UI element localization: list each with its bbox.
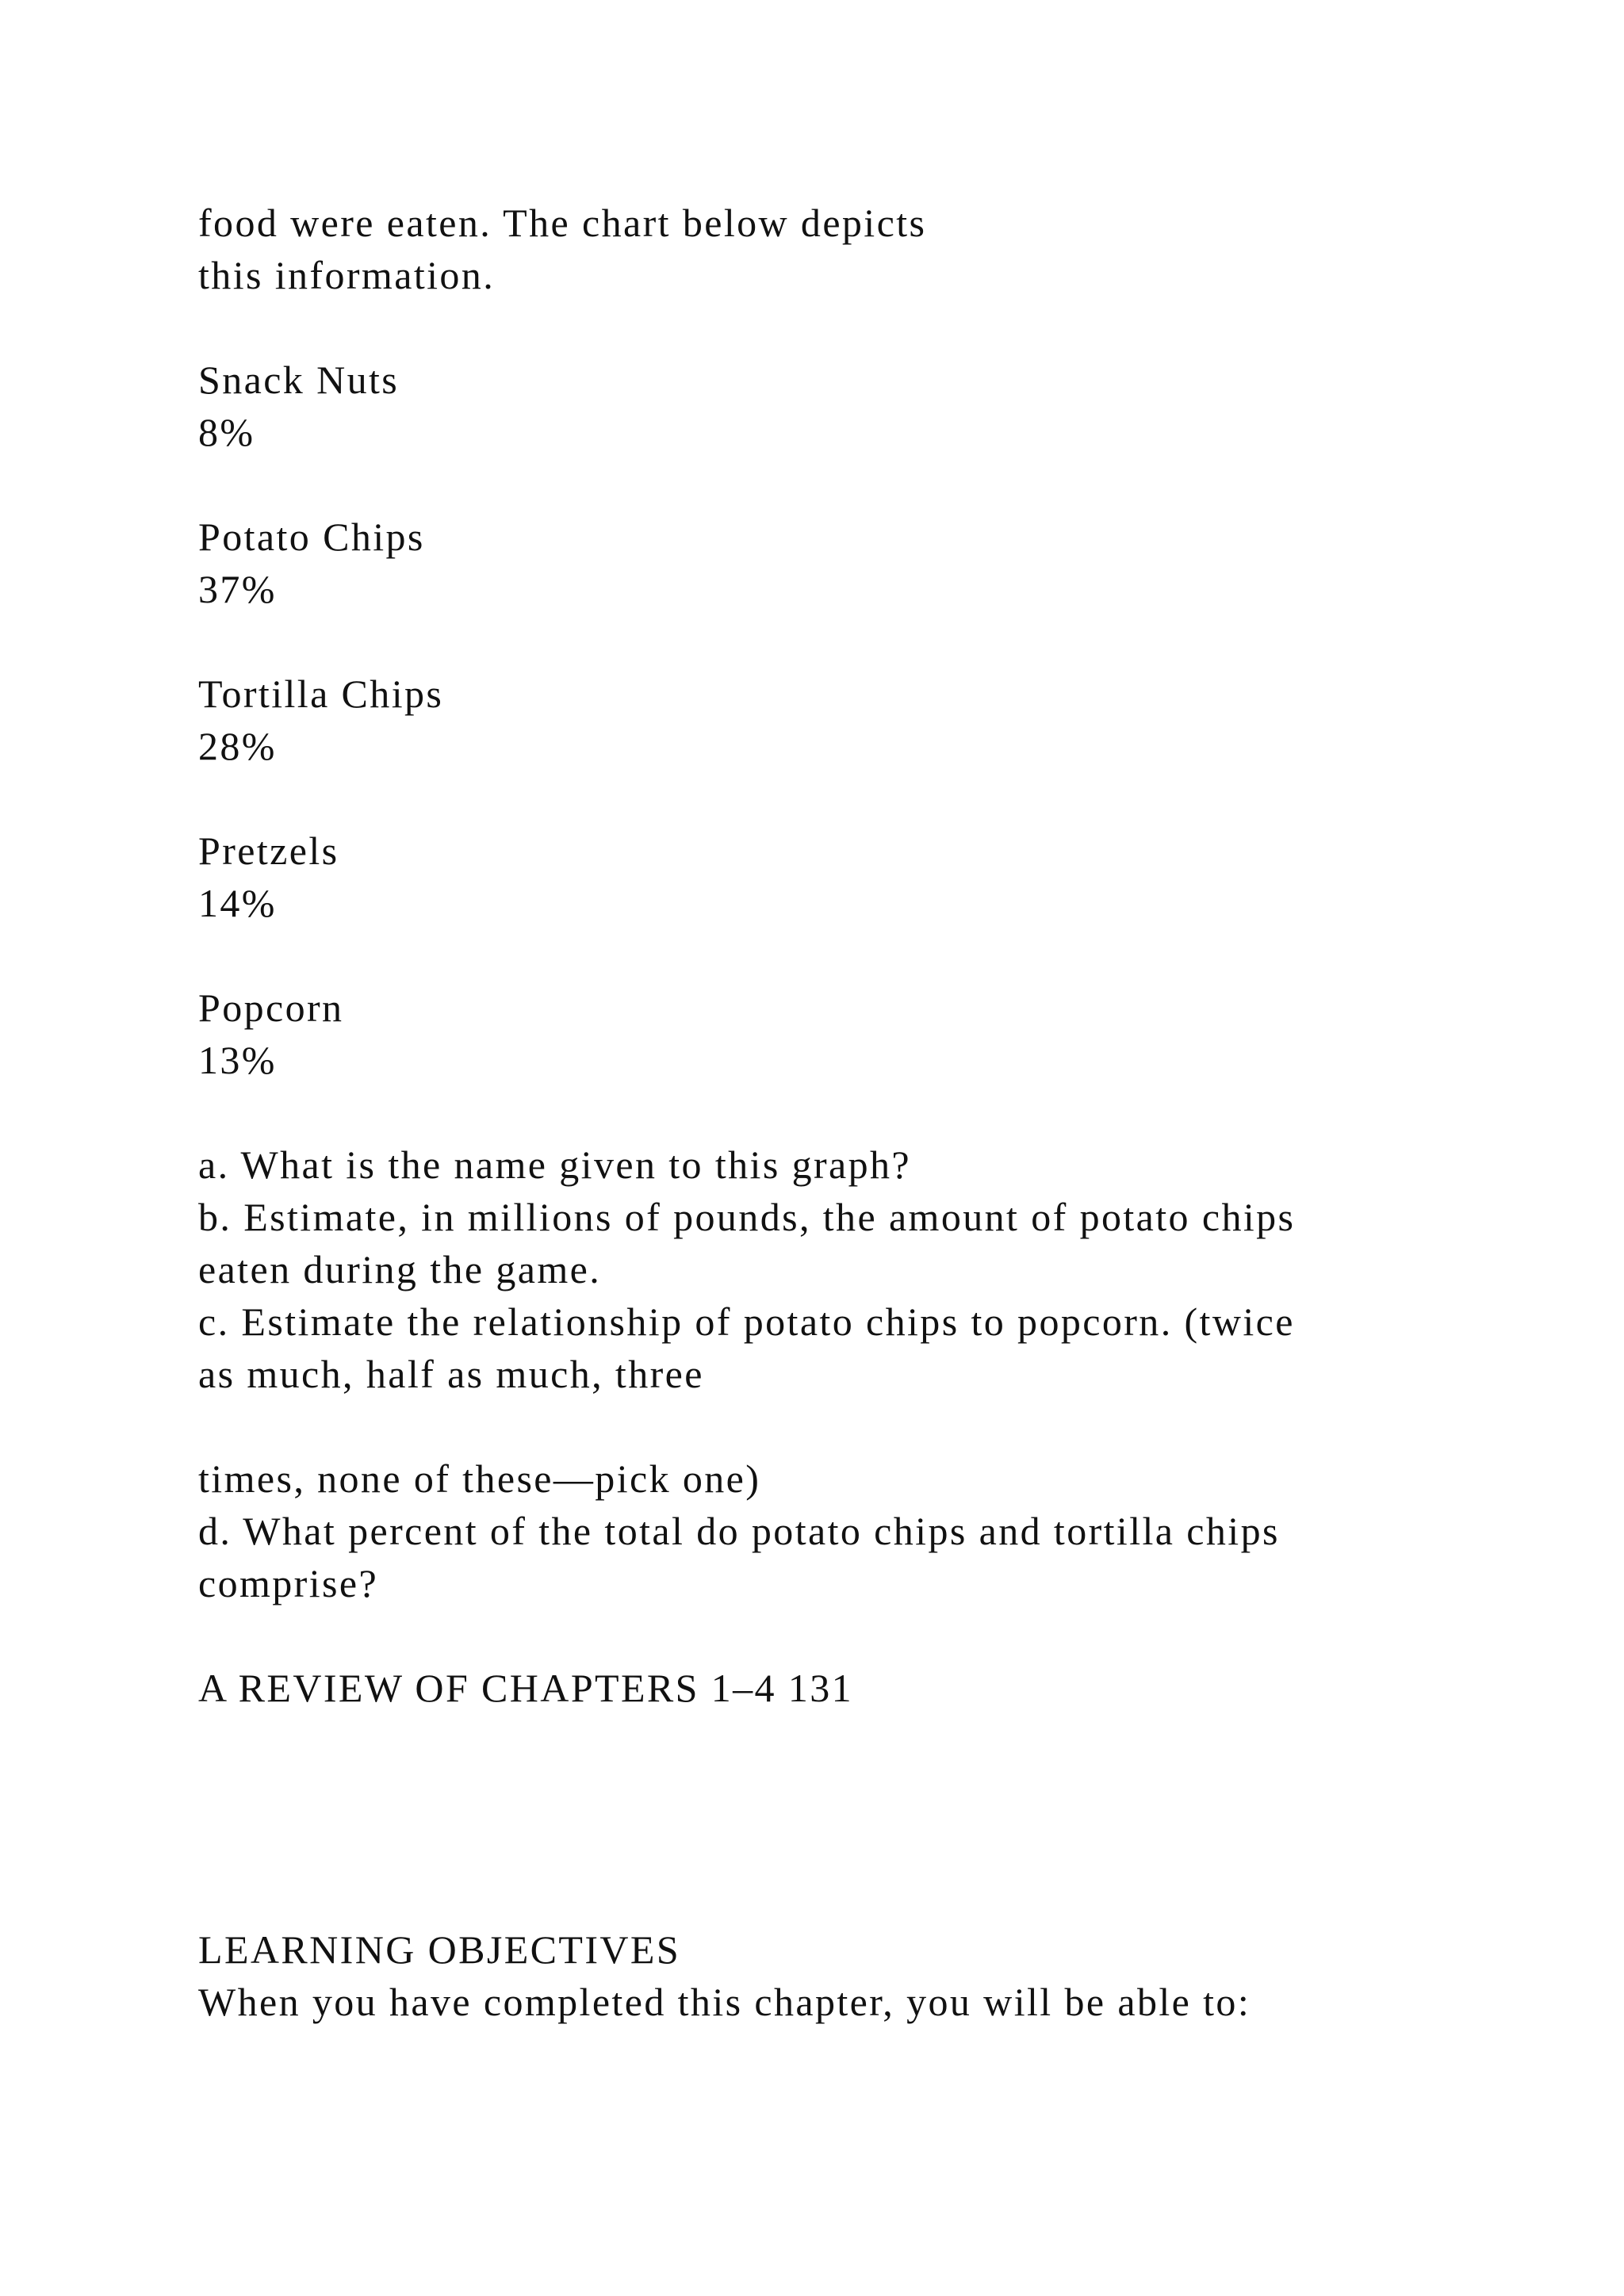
question-a: a. What is the name given to this graph? [198,1142,912,1187]
question-c-line-1: c. Estimate the relationship of potato chips to popcorn. (twice [198,1299,1295,1344]
category-value: 14% [198,881,277,925]
category-value: 13% [198,1038,277,1082]
category-value: 37% [198,567,277,611]
question-d-line-1: d. What percent of the total do potato chips and tortilla chips [198,1509,1280,1553]
category-value: 28% [198,724,277,768]
intro-line-1: food were eaten. The chart below depicts [198,201,927,245]
running-head: A REVIEW OF CHAPTERS 1–4 131 [198,1666,854,1710]
question-b-line-2: eaten during the game. [198,1247,602,1292]
category-label: Potato Chips [198,515,425,559]
question-c-line-2: as much, half as much, three [198,1352,704,1396]
question-b-line-1: b. Estimate, in millions of pounds, the amount of potato chips [198,1195,1296,1239]
question-d-line-2: comprise? [198,1561,379,1605]
category-label: Snack Nuts [198,358,400,402]
question-c-line-3: times, none of these—pick one) [198,1456,761,1501]
intro-line-2: this information. [198,253,496,297]
category-label: Tortilla Chips [198,672,444,716]
category-label: Popcorn [198,985,344,1030]
learning-objectives-heading: LEARNING OBJECTIVES [198,1927,681,1972]
category-value: 8% [198,410,255,454]
category-label: Pretzels [198,828,339,873]
learning-objectives-intro: When you have completed this chapter, you will be able to: [198,1980,1251,2024]
